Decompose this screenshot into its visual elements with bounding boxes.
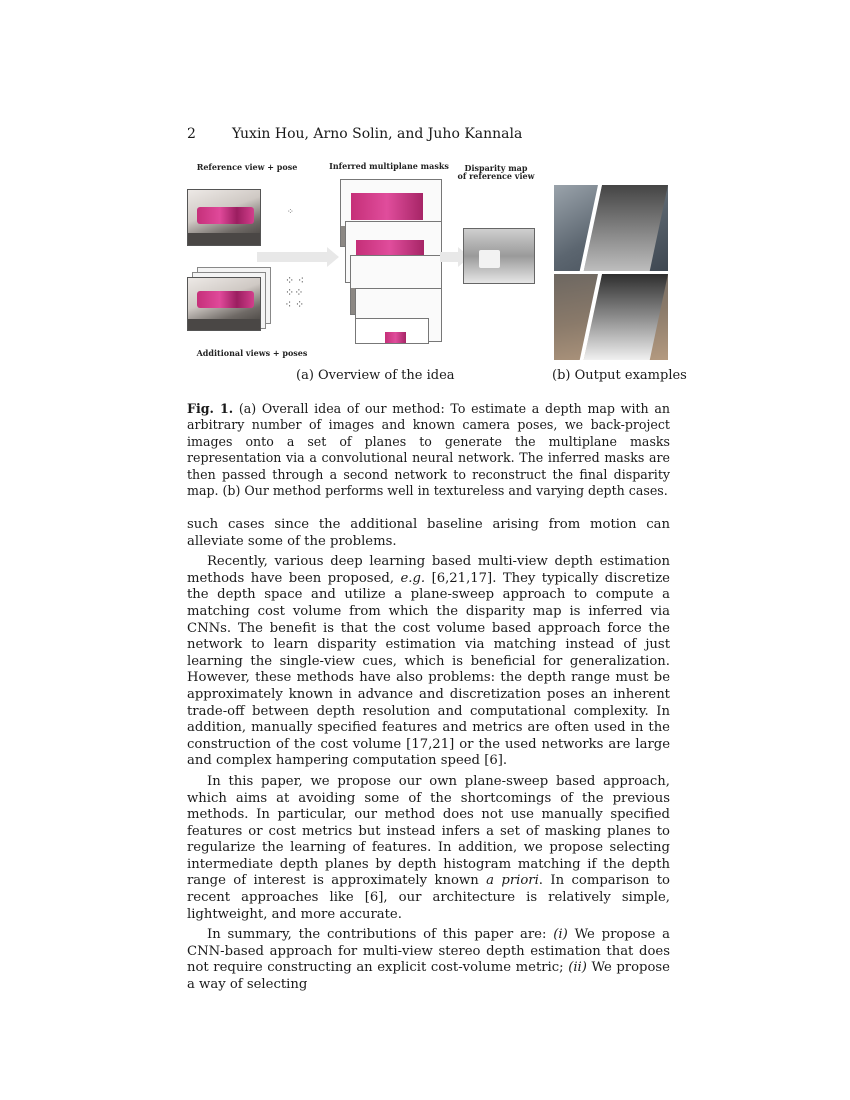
additional-view-image bbox=[187, 277, 261, 331]
paragraph-3: In this paper, we propose our own plane-sweep based approach, which aims at avoiding some of the shortcomings of the previous methods. In particular, our method does not use manually specified features or cost metrics but instead infers a set of masking planes to regularize the learning of features. In addition, we propose selecting intermediate depth planes by depth histogram matching if the depth range of interest is approximately known a priori. In comparison to recent approaches like [6], our architecture is relatively simple, lightweight, and more accurate. bbox=[187, 773, 670, 922]
paragraph-1: such cases since the additional baseline arising from motion can alleviate some of the problems. bbox=[187, 517, 670, 549]
figure-1 bbox=[187, 158, 670, 388]
reference-pose-points: ⁘ bbox=[287, 207, 294, 216]
body-text bbox=[187, 517, 670, 998]
page-number: 2 bbox=[187, 126, 196, 142]
output-example-1 bbox=[554, 185, 668, 271]
arrow-to-disparity bbox=[440, 252, 458, 262]
additional-poses-points: ⁘ ⁖ ⁘⁘ ⁖ ⁘ bbox=[285, 274, 305, 311]
label-inferred-masks: Inferred multiplane masks bbox=[329, 161, 449, 171]
subcaption-a: (a) Overview of the idea bbox=[296, 368, 455, 383]
reference-view-image bbox=[187, 189, 261, 246]
output-example-2 bbox=[554, 274, 668, 360]
subcaption-b: (b) Output examples bbox=[552, 368, 687, 383]
running-authors: Yuxin Hou, Arno Solin, and Juho Kannala bbox=[232, 126, 523, 142]
caption-text: (a) Overall idea of our method: To estimate a depth map with an arbitrary number of images and known camera poses, we back-project images onto a set of planes to generate the multiplane masks representation via a convolutional neural network. The inferred masks are then passed through a second network to reconstruct the final disparity map. (b) Our method performs well in textureless and varying depth cases. bbox=[187, 401, 670, 499]
label-additional-views: Additional views + poses bbox=[196, 348, 308, 358]
paragraph-2: Recently, various deep learning based multi-view depth estimation methods have been proposed, e.g. [6,21,17]. They typically discretize the depth space and utilize a plane-sweep approach to compute a matching cost volume from which the disparity map is inferred via CNNs. The benefit is that the cost volume based approach force the network to learn disparity estimation via matching instead of just learning the single-view cues, which is beneficial for generalization. However, these methods have also problems: the depth range must be approximately known in advance and discretization poses an inherent trade-off between depth resolution and computational complexity. In addition, manually specified features and metrics are often used in the construction of the cost volume [17,21] or the used networks are large and complex hampering computation speed [6]. bbox=[187, 554, 670, 769]
mask-plane-5 bbox=[355, 318, 429, 344]
figure-caption bbox=[187, 401, 670, 499]
disparity-map-image bbox=[463, 228, 535, 284]
label-reference-view: Reference view + pose bbox=[196, 162, 298, 172]
arrow-to-masks bbox=[257, 252, 327, 262]
paragraph-4: In summary, the contributions of this paper are: (i) We propose a CNN-based approach for multi-view stereo depth estimation that does not require constructing an explicit cost-volume metric; (ii) We propose a way of selecting bbox=[187, 927, 670, 993]
caption-label: Fig. 1. bbox=[187, 401, 234, 416]
label-disparity-map-line1: Disparity map bbox=[464, 163, 528, 173]
label-disparity-map-line2: of reference view bbox=[457, 171, 535, 181]
